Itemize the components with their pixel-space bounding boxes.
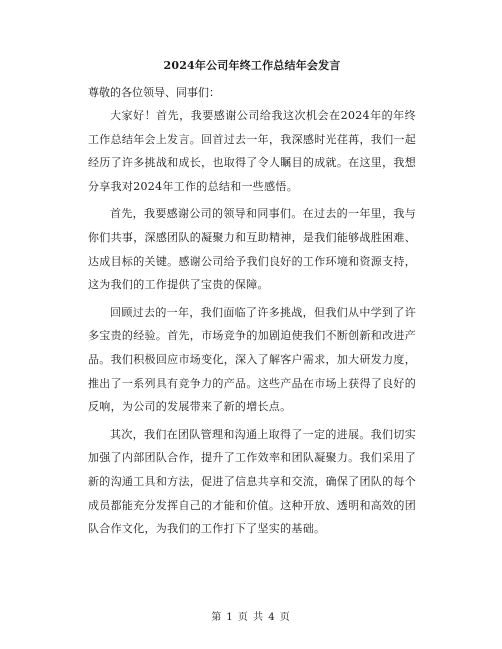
paragraph-1: 大家好！首先，我要感谢公司给我这次机会在2024年的年终工作总结年会上发言。回首过去一年，我深感时光荏苒，我们一起经历了许多挑战和成长，也取得了令人瞩目的成就。在这里，我想分享我对2024年工作的总结和一些感悟。 bbox=[88, 109, 416, 193]
document-page bbox=[88, 58, 416, 541]
paragraph-4: 其次，我们在团队管理和沟通上取得了一定的进展。我们切实加强了内部团队合作，提升了工作效率和团队凝聚力。我们采用了新的沟通工具和方法，促进了信息共享和交流，确保了团队的每个成员都能充分发挥自己的才能和价值。这种开放、透明和高效的团队合作文化，为我们的工作打下了坚实的基础。 bbox=[88, 427, 416, 536]
paragraph-3: 回顾过去的一年，我们面临了许多挑战，但我们从中学到了许多宝贵的经验。首先，市场竞争的加剧迫使我们不断创新和改进产品。我们积极回应市场变化，深入了解客户需求，加大研发力度，推出了一系列具有竞争力的产品。这些产品在市场上获得了良好的反响，为公司的发展带来了新的增长点。 bbox=[88, 305, 416, 414]
salutation: 尊敬的各位领导、同事们： bbox=[88, 86, 220, 99]
paragraph-2: 首先，我要感谢公司的领导和同事们。在过去的一年里，我与你们共事，深感团队的凝聚力和互助精神，是我们能够战胜困难、达成目标的关键。感谢公司给予我们良好的工作环境和资源支持，这为我们的工作提供了宝贵的保障。 bbox=[88, 207, 416, 292]
document-title: 2024年公司年终工作总结年会发言 bbox=[163, 59, 341, 72]
page-footer: 第 1 页 共 4 页 bbox=[211, 612, 291, 623]
